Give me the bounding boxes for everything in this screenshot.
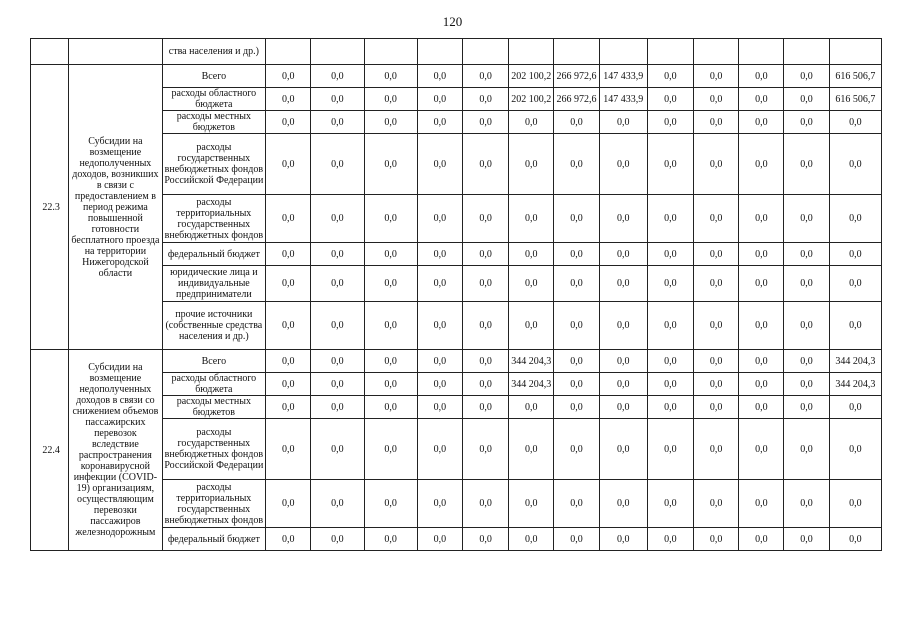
- value-cell: 0,0: [509, 302, 554, 350]
- value-cell: 0,0: [599, 302, 647, 350]
- value-cell: 0,0: [694, 419, 739, 480]
- value-cell: 0,0: [266, 350, 311, 373]
- value-cell: 0,0: [463, 134, 509, 195]
- value-cell: 0,0: [647, 88, 693, 111]
- value-cell: 0,0: [599, 266, 647, 302]
- value-cell: 266 972,6: [554, 88, 599, 111]
- value-cell: 0,0: [509, 480, 554, 528]
- value-cell: 0,0: [739, 195, 784, 243]
- value-cell: 0,0: [739, 350, 784, 373]
- value-cell: 0,0: [364, 111, 417, 134]
- value-cell: 0,0: [311, 302, 364, 350]
- value-cell: 0,0: [554, 528, 599, 551]
- source-cell: юридические лица и индивидуальные предприниматели: [162, 266, 265, 302]
- value-cell: 0,0: [647, 396, 693, 419]
- value-cell: 0,0: [554, 243, 599, 266]
- value-cell: 0,0: [739, 302, 784, 350]
- value-cell: [647, 39, 693, 65]
- value-cell: 0,0: [364, 480, 417, 528]
- value-cell: 0,0: [266, 243, 311, 266]
- value-cell: 0,0: [364, 302, 417, 350]
- budget-table: [30, 38, 882, 551]
- value-cell: 0,0: [311, 65, 364, 88]
- value-cell: 0,0: [694, 195, 739, 243]
- value-cell: 0,0: [829, 111, 881, 134]
- value-cell: [509, 39, 554, 65]
- value-cell: 0,0: [784, 419, 829, 480]
- value-cell: 0,0: [509, 266, 554, 302]
- value-cell: 0,0: [311, 111, 364, 134]
- value-cell: 0,0: [311, 396, 364, 419]
- value-cell: 0,0: [694, 111, 739, 134]
- value-cell: 0,0: [509, 111, 554, 134]
- value-cell: 0,0: [784, 134, 829, 195]
- value-cell: [694, 39, 739, 65]
- value-cell: 0,0: [463, 111, 509, 134]
- value-cell: 0,0: [554, 419, 599, 480]
- value-cell: 0,0: [311, 350, 364, 373]
- value-cell: 0,0: [417, 480, 462, 528]
- source-cell: расходы государственных внебюджетных фондов Российской Федерации: [162, 419, 265, 480]
- value-cell: 0,0: [463, 195, 509, 243]
- value-cell: 0,0: [364, 528, 417, 551]
- value-cell: [417, 39, 462, 65]
- table-row: [31, 350, 882, 373]
- value-cell: 0,0: [599, 373, 647, 396]
- value-cell: 0,0: [694, 396, 739, 419]
- value-cell: [784, 39, 829, 65]
- value-cell: 0,0: [829, 480, 881, 528]
- value-cell: 0,0: [509, 243, 554, 266]
- page-number: 120: [442, 14, 463, 29]
- value-cell: [739, 39, 784, 65]
- value-cell: 0,0: [647, 528, 693, 551]
- value-cell: 616 506,7: [829, 65, 881, 88]
- value-cell: 0,0: [311, 243, 364, 266]
- value-cell: [463, 39, 509, 65]
- value-cell: 266 972,6: [554, 65, 599, 88]
- value-cell: 0,0: [599, 528, 647, 551]
- value-cell: 0,0: [266, 195, 311, 243]
- value-cell: 0,0: [599, 111, 647, 134]
- value-cell: 0,0: [784, 373, 829, 396]
- value-cell: 0,0: [311, 419, 364, 480]
- value-cell: 0,0: [311, 528, 364, 551]
- value-cell: 0,0: [739, 396, 784, 419]
- value-cell: 0,0: [311, 88, 364, 111]
- value-cell: 0,0: [266, 480, 311, 528]
- value-cell: 0,0: [463, 419, 509, 480]
- value-cell: 0,0: [647, 419, 693, 480]
- source-cell: прочие источники (собственные средства населения и др.): [162, 302, 265, 350]
- value-cell: 0,0: [311, 266, 364, 302]
- value-cell: 0,0: [829, 266, 881, 302]
- value-cell: 0,0: [739, 111, 784, 134]
- value-cell: 0,0: [463, 480, 509, 528]
- value-cell: 0,0: [739, 419, 784, 480]
- value-cell: 0,0: [599, 134, 647, 195]
- value-cell: 0,0: [266, 134, 311, 195]
- value-cell: 0,0: [417, 266, 462, 302]
- value-cell: 0,0: [784, 302, 829, 350]
- value-cell: 0,0: [266, 373, 311, 396]
- value-cell: 0,0: [739, 266, 784, 302]
- section-description: Субсидии на возмещение недополученных доходов, возникших в связи с предоставлением в период режима повышенной готовности бесплатного проезда на территории Нижегородской области: [69, 65, 162, 350]
- value-cell: 0,0: [784, 65, 829, 88]
- value-cell: 0,0: [599, 480, 647, 528]
- value-cell: 0,0: [554, 350, 599, 373]
- value-cell: 0,0: [739, 528, 784, 551]
- value-cell: 0,0: [417, 195, 462, 243]
- source-cell: Всего: [162, 350, 265, 373]
- value-cell: 0,0: [784, 266, 829, 302]
- value-cell: 0,0: [266, 528, 311, 551]
- value-cell: 0,0: [647, 65, 693, 88]
- source-cell: расходы областного бюджета: [162, 88, 265, 111]
- value-cell: 147 433,9: [599, 88, 647, 111]
- value-cell: 0,0: [694, 243, 739, 266]
- value-cell: 0,0: [739, 134, 784, 195]
- value-cell: 0,0: [554, 134, 599, 195]
- value-cell: 0,0: [417, 65, 462, 88]
- value-cell: 0,0: [417, 419, 462, 480]
- value-cell: 0,0: [694, 373, 739, 396]
- value-cell: 0,0: [509, 195, 554, 243]
- source-cell: расходы государственных внебюджетных фондов Российской Федерации: [162, 134, 265, 195]
- value-cell: 0,0: [417, 111, 462, 134]
- value-cell: [311, 39, 364, 65]
- value-cell: 0,0: [266, 65, 311, 88]
- value-cell: 0,0: [647, 373, 693, 396]
- value-cell: 0,0: [554, 396, 599, 419]
- value-cell: 0,0: [417, 350, 462, 373]
- value-cell: 0,0: [554, 266, 599, 302]
- value-cell: 0,0: [739, 373, 784, 396]
- value-cell: 0,0: [364, 88, 417, 111]
- value-cell: 0,0: [599, 419, 647, 480]
- value-cell: 202 100,2: [509, 88, 554, 111]
- value-cell: [829, 39, 881, 65]
- value-cell: 0,0: [647, 266, 693, 302]
- value-cell: 344 204,3: [829, 350, 881, 373]
- value-cell: 0,0: [647, 134, 693, 195]
- section-number: 22.4: [31, 350, 69, 551]
- source-cell: расходы территориальных государственных внебюджетных фондов: [162, 480, 265, 528]
- value-cell: 0,0: [311, 195, 364, 243]
- source-cell: расходы областного бюджета: [162, 373, 265, 396]
- value-cell: 0,0: [266, 111, 311, 134]
- value-cell: 0,0: [364, 243, 417, 266]
- value-cell: 0,0: [266, 396, 311, 419]
- value-cell: 0,0: [311, 480, 364, 528]
- value-cell: 0,0: [364, 266, 417, 302]
- value-cell: 0,0: [694, 65, 739, 88]
- value-cell: 0,0: [784, 350, 829, 373]
- value-cell: 0,0: [599, 243, 647, 266]
- value-cell: 0,0: [364, 134, 417, 195]
- value-cell: 0,0: [829, 302, 881, 350]
- source-cell: федеральный бюджет: [162, 243, 265, 266]
- value-cell: 0,0: [647, 195, 693, 243]
- value-cell: 0,0: [463, 243, 509, 266]
- value-cell: 0,0: [739, 243, 784, 266]
- value-cell: 0,0: [554, 480, 599, 528]
- value-cell: 0,0: [463, 350, 509, 373]
- value-cell: 0,0: [554, 373, 599, 396]
- value-cell: 0,0: [784, 528, 829, 551]
- value-cell: 344 204,3: [829, 373, 881, 396]
- value-cell: [554, 39, 599, 65]
- value-cell: 0,0: [463, 266, 509, 302]
- value-cell: [599, 39, 647, 65]
- value-cell: 0,0: [694, 302, 739, 350]
- source-cell: Всего: [162, 65, 265, 88]
- value-cell: 0,0: [599, 350, 647, 373]
- value-cell: 0,0: [364, 373, 417, 396]
- value-cell: 0,0: [509, 134, 554, 195]
- value-cell: 0,0: [417, 528, 462, 551]
- value-cell: 0,0: [463, 396, 509, 419]
- value-cell: 0,0: [417, 88, 462, 111]
- value-cell: 0,0: [784, 111, 829, 134]
- value-cell: 0,0: [739, 65, 784, 88]
- value-cell: 0,0: [784, 396, 829, 419]
- section-number: 22.3: [31, 65, 69, 350]
- value-cell: 0,0: [364, 65, 417, 88]
- value-cell: 0,0: [694, 528, 739, 551]
- source-cell: федеральный бюджет: [162, 528, 265, 551]
- value-cell: 0,0: [694, 350, 739, 373]
- num-cell: [31, 39, 69, 65]
- value-cell: 0,0: [647, 480, 693, 528]
- value-cell: 0,0: [599, 195, 647, 243]
- value-cell: 0,0: [417, 373, 462, 396]
- value-cell: 0,0: [784, 88, 829, 111]
- value-cell: 0,0: [509, 419, 554, 480]
- value-cell: 0,0: [647, 243, 693, 266]
- value-cell: 0,0: [694, 134, 739, 195]
- desc-cell: [69, 39, 162, 65]
- value-cell: 0,0: [266, 419, 311, 480]
- value-cell: 202 100,2: [509, 65, 554, 88]
- value-cell: 0,0: [463, 88, 509, 111]
- value-cell: 0,0: [739, 480, 784, 528]
- source-cell: ства населения и др.): [162, 39, 265, 65]
- value-cell: 344 204,3: [509, 373, 554, 396]
- value-cell: 0,0: [417, 396, 462, 419]
- value-cell: 0,0: [784, 243, 829, 266]
- value-cell: 0,0: [694, 266, 739, 302]
- value-cell: 344 204,3: [509, 350, 554, 373]
- value-cell: 0,0: [647, 111, 693, 134]
- value-cell: 0,0: [829, 134, 881, 195]
- value-cell: 0,0: [311, 134, 364, 195]
- value-cell: 0,0: [417, 302, 462, 350]
- value-cell: 0,0: [463, 373, 509, 396]
- value-cell: 0,0: [647, 302, 693, 350]
- value-cell: 0,0: [364, 396, 417, 419]
- value-cell: 0,0: [364, 195, 417, 243]
- value-cell: 0,0: [554, 195, 599, 243]
- value-cell: 0,0: [554, 111, 599, 134]
- value-cell: 0,0: [829, 396, 881, 419]
- value-cell: 0,0: [829, 528, 881, 551]
- table-row: [31, 39, 882, 65]
- value-cell: 616 506,7: [829, 88, 881, 111]
- value-cell: 0,0: [364, 419, 417, 480]
- value-cell: 0,0: [784, 195, 829, 243]
- value-cell: 0,0: [266, 266, 311, 302]
- value-cell: 0,0: [599, 396, 647, 419]
- source-cell: расходы местных бюджетов: [162, 111, 265, 134]
- value-cell: 0,0: [647, 350, 693, 373]
- value-cell: 0,0: [463, 528, 509, 551]
- value-cell: 0,0: [554, 302, 599, 350]
- value-cell: 0,0: [784, 480, 829, 528]
- value-cell: [266, 39, 311, 65]
- value-cell: 0,0: [463, 302, 509, 350]
- table-row: [31, 65, 882, 88]
- value-cell: 0,0: [311, 373, 364, 396]
- value-cell: [364, 39, 417, 65]
- value-cell: 0,0: [829, 195, 881, 243]
- value-cell: 0,0: [417, 134, 462, 195]
- value-cell: 0,0: [364, 350, 417, 373]
- source-cell: расходы местных бюджетов: [162, 396, 265, 419]
- value-cell: 0,0: [509, 528, 554, 551]
- value-cell: 0,0: [829, 243, 881, 266]
- value-cell: 0,0: [829, 419, 881, 480]
- value-cell: 0,0: [739, 88, 784, 111]
- section-description: Субсидии на возмещение недополученных доходов в связи со снижением объемов пассажирских перевозок вследствие распространения коронавирусной инфекции (COVID-19) организациям, осуществляющим перевозки пассажиров железнодорожным: [69, 350, 162, 551]
- source-cell: расходы территориальных государственных внебюджетных фондов: [162, 195, 265, 243]
- value-cell: 0,0: [463, 65, 509, 88]
- value-cell: 0,0: [417, 243, 462, 266]
- value-cell: 0,0: [694, 480, 739, 528]
- value-cell: 0,0: [694, 88, 739, 111]
- value-cell: 0,0: [509, 396, 554, 419]
- value-cell: 147 433,9: [599, 65, 647, 88]
- value-cell: 0,0: [266, 302, 311, 350]
- value-cell: 0,0: [266, 88, 311, 111]
